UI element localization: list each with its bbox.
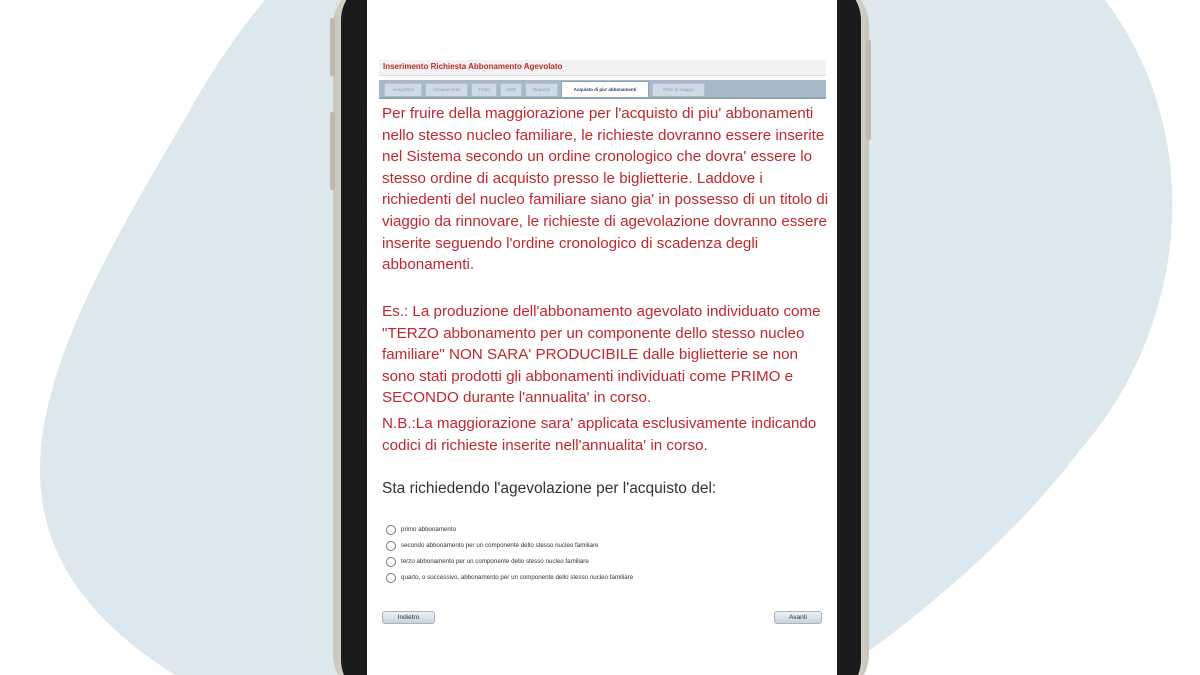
tab-titolo-di-viaggio[interactable]: Titolo di Viaggio bbox=[652, 83, 705, 96]
next-button[interactable]: Avanti bbox=[774, 611, 822, 624]
phone-side-button bbox=[330, 112, 335, 190]
form-header bbox=[379, 60, 826, 76]
tab-tratta[interactable]: Tratta bbox=[471, 83, 497, 96]
back-button[interactable]: Indietro bbox=[382, 611, 435, 624]
tab-anagrafica[interactable]: Anagrafica bbox=[384, 83, 422, 96]
notice-paragraph-3: N.B.:La maggiorazione sara' applicata esclusivamente indicando codici di richieste inserite nell'annualita' in corso. bbox=[382, 415, 817, 454]
notice-paragraph-1: Per fruire della maggiorazione per l'acquisto di piu' abbonamenti nello stesso nucleo familiare, le richieste dovranno essere inserite nel Sistema secondo un ordine cronologico che dovra' essere lo stesso ordine di acquisto presso le biglietterie. Laddove i richiedenti del nucleo familiare siano gia' in possesso di un titolo di viaggio da rinnovare, le richieste di agevolazione dovranno essere inserite seguendo l'ordine cronologico di scadenza degli abbonamenti. bbox=[382, 105, 829, 274]
question-label: Sta richiedendo l'agevolazione per l'acquisto del: bbox=[382, 480, 717, 497]
option-label[interactable]: quarto, o successivo, abbonamento per un componente dello stesso nucleo familiare bbox=[401, 574, 634, 581]
tabs-bar bbox=[379, 80, 826, 99]
phone-side-button bbox=[330, 18, 335, 76]
option-label[interactable]: secondo abbonamento per un componente dello stesso nucleo familiare bbox=[401, 542, 599, 549]
phone-screen bbox=[367, 0, 837, 675]
tab-isee[interactable]: ISEE bbox=[500, 83, 522, 96]
option-label[interactable]: primo abbonamento bbox=[401, 526, 457, 533]
notice-paragraph-2: Es.: La produzione dell'abbonamento agevolato individuato come "TERZO abbonamento per un componente dello stesso nucleo familiare" NON SARA' PRODUCIBILE dalle biglietterie se non sono stati prodotti gli abbonamenti individuati come PRIMO e SECONDO durante l'annualita' in corso. bbox=[382, 303, 821, 407]
option-label[interactable]: terzo abbonamento per un componente dello stesso nucleo familiare bbox=[401, 558, 589, 565]
tab-requisiti[interactable]: Requisiti bbox=[525, 83, 558, 96]
tab-acquisto-piu-abbonamenti[interactable]: Acquisto di piu' abbonamenti bbox=[561, 81, 649, 97]
radio-button[interactable] bbox=[386, 525, 396, 535]
radio-button[interactable] bbox=[386, 541, 396, 551]
form-title: Inserimento Richiesta Abbonamento Agevolato bbox=[383, 62, 563, 71]
tab-abbonamento[interactable]: Abbonamento bbox=[425, 83, 468, 96]
radio-button[interactable] bbox=[386, 557, 396, 567]
radio-button[interactable] bbox=[386, 573, 396, 583]
phone-side-button bbox=[866, 40, 871, 140]
